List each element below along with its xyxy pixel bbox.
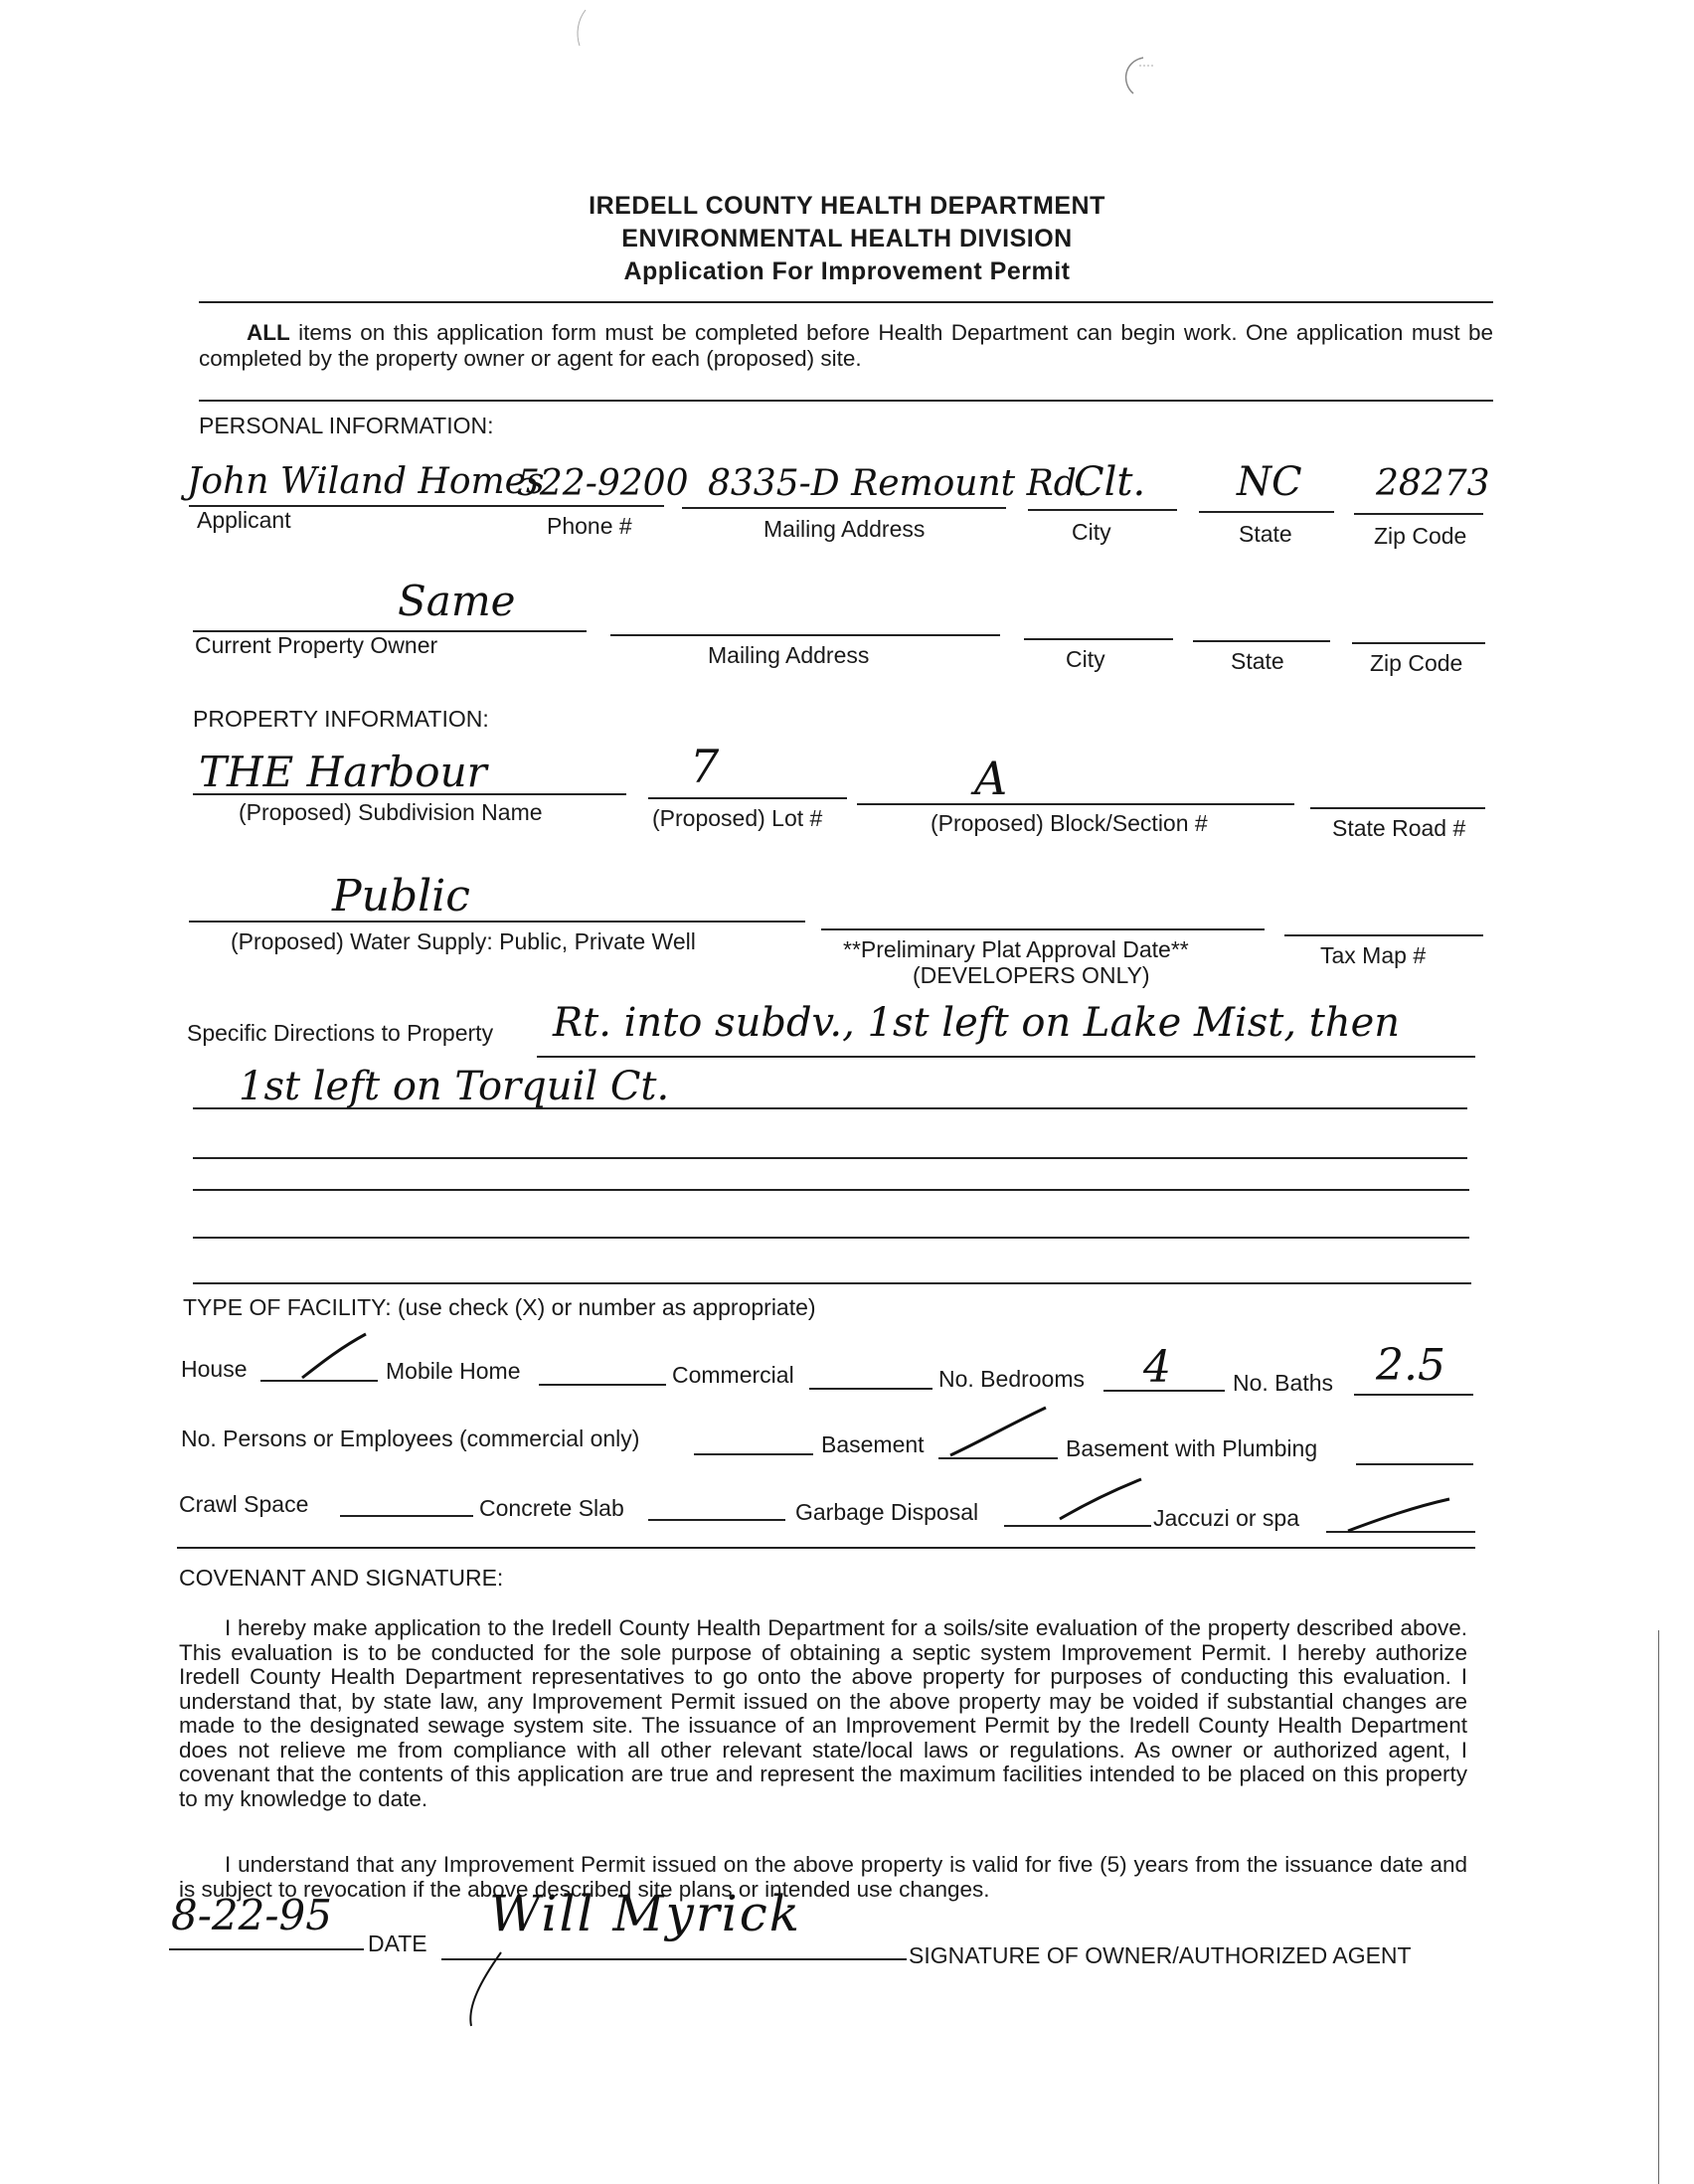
applicant-label: Applicant (197, 507, 291, 533)
divider (199, 400, 1493, 402)
owner-city-label: City (1066, 646, 1105, 672)
crawl-space-label: Crawl Space (179, 1491, 309, 1517)
applicant-city-line[interactable] (1028, 509, 1177, 511)
commercial-field[interactable] (809, 1388, 932, 1390)
owner-state-line[interactable] (1193, 640, 1330, 642)
bedrooms-label: No. Bedrooms (938, 1366, 1086, 1392)
applicant-city-value: Clt. (1074, 459, 1146, 505)
directions-line-2[interactable] (193, 1107, 1467, 1109)
applicant-mailing-value: 8335-D Remount Rd. (708, 463, 1089, 504)
form-title: Application For Improvement Permit (623, 257, 1071, 285)
divider (177, 1547, 1475, 1549)
owner-mailing-line[interactable] (610, 634, 1000, 636)
phone-label: Phone # (547, 513, 632, 539)
directions-line-1[interactable] (537, 1056, 1475, 1058)
owner-value: Same (398, 577, 516, 625)
covenant-paragraph: I hereby make application to the Iredell County Health Department for a soils/site evaluation of the property described above. This evaluation is to be conducted for the sole purpose of obtaining a septic system Improvement Permit. I hereby authorize Iredell County Health Department representatives to go onto the above property for purposes of conducting this evaluation. I understand that, by state law, any Improvement Permit issued on the above property may be voided if substantial changes are made to the designated sewage system site. The issuance of an Improvement Permit by the Iredell County Health Department does not relieve me from compliance with all other relevant state/local laws or regulations. As owner or authorized agent, I covenant that the contents of this application are true and represent the maximum facilities intended to be placed on this property to my knowledge to date. (179, 1615, 1467, 1811)
jacuzzi-check-mark (1344, 1495, 1453, 1535)
intro-text: ALL items on this application form must be completed before Health Department can begin work. One application must be completed by the property owner or agent for each (proposed) site. (199, 320, 1493, 371)
directions-value-1: Rt. into subdv., 1st left on Lake Mist, then (553, 1000, 1401, 1046)
date-label: DATE (368, 1931, 427, 1956)
concrete-slab-field[interactable] (648, 1519, 785, 1521)
facility-title: TYPE OF FACILITY: (use check (X) or number as appropriate) (183, 1294, 816, 1320)
divider (199, 301, 1493, 303)
directions-line-5[interactable] (193, 1237, 1469, 1239)
owner-zip-label: Zip Code (1370, 650, 1463, 676)
basement-label: Basement (821, 1431, 925, 1457)
owner-state-label: State (1231, 648, 1284, 674)
house-label: House (181, 1356, 248, 1382)
signature-flourish (461, 1950, 521, 2030)
subdivision-value: THE Harbour (199, 748, 487, 796)
scan-edge (1658, 1630, 1659, 2184)
plat-note: (DEVELOPERS ONLY) (913, 962, 1150, 988)
tax-map-line[interactable] (1284, 934, 1483, 936)
basement-check-mark (946, 1404, 1050, 1459)
mailing-label: Mailing Address (763, 516, 926, 542)
date-field[interactable] (169, 1948, 364, 1950)
state-road-line[interactable] (1310, 807, 1485, 809)
directions-line-6[interactable] (193, 1282, 1471, 1284)
directions-line-3[interactable] (193, 1157, 1467, 1159)
block-label: (Proposed) Block/Section # (931, 810, 1208, 836)
directions-line-4[interactable] (193, 1189, 1469, 1191)
commercial-label: Commercial (672, 1362, 794, 1388)
garbage-disposal-field[interactable] (1004, 1525, 1151, 1527)
state-road-label: State Road # (1332, 815, 1466, 841)
zip-label: Zip Code (1374, 523, 1467, 549)
water-value: Public (332, 871, 470, 922)
baths-label: No. Baths (1233, 1370, 1333, 1396)
tax-map-label: Tax Map # (1320, 942, 1427, 968)
division-title: ENVIRONMENTAL HEALTH DIVISION (621, 225, 1073, 252)
subdivision-line[interactable] (193, 793, 626, 795)
personal-section-title: PERSONAL INFORMATION: (199, 413, 494, 438)
house-check-mark (298, 1330, 370, 1382)
scan-smudge-icon (1113, 54, 1163, 97)
lot-line[interactable] (648, 797, 847, 799)
applicant-state-value: NC (1237, 459, 1302, 505)
covenant-title: COVENANT AND SIGNATURE: (179, 1565, 504, 1591)
lot-value: 7 (690, 740, 720, 793)
baths-value: 2.5 (1376, 1340, 1445, 1391)
basement-plumbing-label: Basement with Plumbing (1066, 1435, 1318, 1461)
directions-label: Specific Directions to Property (187, 1020, 494, 1046)
lot-label: (Proposed) Lot # (652, 805, 823, 831)
plat-line[interactable] (821, 928, 1265, 930)
baths-field[interactable] (1354, 1394, 1473, 1396)
owner-zip-line[interactable] (1352, 642, 1485, 644)
applicant-value: John Wiland Homes (187, 461, 545, 502)
applicant-zip-line[interactable] (1354, 513, 1483, 515)
applicant-zip-value: 28273 (1376, 463, 1490, 504)
state-label: State (1239, 521, 1292, 547)
persons-label: No. Persons or Employees (commercial only) (181, 1426, 640, 1451)
plat-label: **Preliminary Plat Approval Date** (843, 936, 1189, 962)
basement-plumbing-field[interactable] (1356, 1463, 1473, 1465)
owner-label: Current Property Owner (195, 632, 438, 658)
water-line[interactable] (189, 921, 805, 923)
persons-field[interactable] (694, 1453, 813, 1455)
concrete-slab-label: Concrete Slab (479, 1495, 624, 1521)
garbage-disposal-label: Garbage Disposal (795, 1499, 979, 1525)
subdivision-label: (Proposed) Subdivision Name (239, 799, 543, 825)
date-value: 8-22-95 (171, 1891, 332, 1939)
bedrooms-value: 4 (1143, 1342, 1171, 1393)
block-line[interactable] (857, 803, 1294, 805)
directions-value-2: 1st left on Torquil Ct. (239, 1064, 670, 1109)
mobile-home-label: Mobile Home (386, 1358, 521, 1384)
owner-mailing-label: Mailing Address (708, 642, 870, 668)
validity-paragraph: I understand that any Improvement Permit issued on the above property is valid for five (5) years from the issuance date and is subject to revocation if the above described site plans or intended use changes. (179, 1852, 1467, 1902)
property-section-title: PROPERTY INFORMATION: (193, 706, 489, 732)
scan-mark-icon (572, 8, 592, 48)
signature-label: SIGNATURE OF OWNER/AUTHORIZED AGENT (909, 1942, 1412, 1968)
city-label: City (1072, 519, 1111, 545)
applicant-state-line[interactable] (1199, 511, 1334, 513)
water-label: (Proposed) Water Supply: Public, Private Well (231, 928, 696, 954)
crawl-space-field[interactable] (340, 1515, 473, 1517)
applicant-mailing-line[interactable] (682, 507, 1006, 509)
signature-value: Will Myrick (489, 1885, 802, 1942)
phone-value: 522-9200 (517, 463, 689, 504)
block-value: A (974, 752, 1008, 805)
jacuzzi-label: Jaccuzi or spa (1153, 1505, 1300, 1531)
department-title: IREDELL COUNTY HEALTH DEPARTMENT (589, 192, 1105, 220)
garbage-disposal-check-mark (1056, 1475, 1145, 1523)
owner-city-line[interactable] (1024, 638, 1173, 640)
mobile-home-field[interactable] (539, 1384, 666, 1386)
